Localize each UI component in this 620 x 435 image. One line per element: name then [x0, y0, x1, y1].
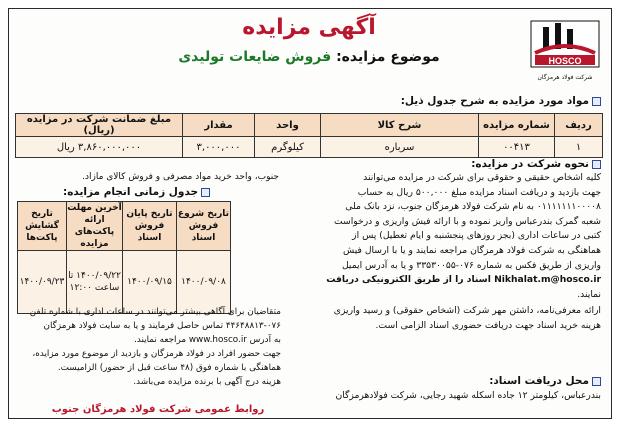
bullet-square-icon — [592, 160, 601, 169]
cell-row-no: ۱ — [555, 137, 603, 158]
bullet-square-icon — [592, 97, 601, 106]
bullet-square-icon — [592, 377, 601, 386]
subject-label: موضوع مزایده: — [336, 49, 440, 65]
col-unit: واحد — [255, 114, 321, 137]
email-line: Nikhalat.m@hosco.ir اسناد را از طریق الکترونیکی دریافت — [326, 274, 601, 286]
schedule-heading: جدول زمانی انجام مزایده: — [63, 186, 210, 198]
phone-line: ۴۴۶۴۸۸۱۳-۰۷۶ تماس حاصل فرمایند و یا به سایت فولاد هرمزگان — [43, 321, 281, 331]
delivery-heading: محل دریافت اسناد: — [489, 375, 601, 387]
schedule-header-row — [18, 202, 231, 251]
col-row-no: ردیف — [555, 114, 603, 137]
text-line: ارائه معرفی‌نامه، داشتن مهر شرکت (اشخاص حقوقی) و رسید واریزی — [333, 305, 601, 317]
text-line: هزینه درج آگهی با برنده مزایده می‌باشد. — [133, 377, 281, 387]
bullet-square-icon — [201, 188, 210, 197]
cell-deadline: ۱۴۰۰/۰۹/۲۲ تا ساعت ۱۲:۰۰ — [67, 251, 123, 314]
text-line: کتبی در ساعات اداری (بجز روزهای پنجشنبه و ایام تعطیل) پس از — [352, 230, 601, 242]
text-line: جهت حضور افراد در فولاد هرمزگان و بازدید از موضوع مورد مزایده، — [32, 349, 281, 359]
col-sale-end: تاریخ پایان فروش اسناد — [123, 202, 177, 251]
subject-value: فروش ضایعات تولیدی — [178, 49, 332, 65]
schedule-table — [17, 201, 231, 314]
text-line: ۰۱۱۱۱۱۱۱۰۰۰۰۸ به نام شرکت فولاد هرمزگان جنوب، نزد بانک ملی — [345, 201, 601, 213]
text-line: هماهنگی با شماره فوق (۴۸ ساعت قبل از حضور) الزامیست. — [57, 363, 281, 373]
participation-text — [271, 171, 601, 334]
cell-quantity: ۳,۰۰۰,۰۰۰ — [183, 137, 255, 158]
text-line: هزینه خرید اسناد جهت دریافت حضوری اسناد الزامی است. — [375, 319, 601, 331]
items-heading: مواد مورد مزایده به شرح جدول ذیل: — [401, 95, 601, 107]
logo-text: HOSCO — [548, 56, 582, 66]
items-header-row — [16, 114, 603, 137]
col-description: شرح کالا — [321, 114, 479, 137]
unit-note: جنوب، واحد خرید مواد مصرفی و فروش کالای مازاد. — [82, 172, 279, 182]
delivery-address: بندرعباس، کیلومتر ۱۲ جاده اسکله شهید رجایی، شرکت فولادهرمزگان — [335, 390, 601, 401]
col-sale-start: تاریخ شروع فروش اسناد — [177, 202, 231, 251]
website-line: به آدرس www.hosco.ir مراجعه نمایند. — [134, 335, 281, 345]
col-auction-no: شماره مزایده — [479, 114, 555, 137]
text-line: نمایند. — [577, 288, 601, 300]
table-row — [16, 137, 603, 158]
cell-sale-end: ۱۴۰۰/۰۹/۱۵ — [123, 251, 177, 314]
text-line: جهت بازدید و دریافت اسناد مزایده مبلغ ۵۰۰,۰۰۰ ریال به حساب — [357, 186, 601, 198]
cell-sale-start: ۱۴۰۰/۰۹/۰۸ — [177, 251, 231, 314]
col-quantity: مقدار — [183, 114, 255, 137]
logo-caption: شرکت فولاد هرمزگان — [537, 74, 593, 81]
contact-text — [19, 305, 281, 389]
cell-opening: ۱۴۰۰/۰۹/۲۳ — [18, 251, 67, 314]
col-deadline: آخرین مهلت ارائه پاکت‌های مزایده — [67, 203, 122, 249]
col-guarantee: مبلغ ضمانت شرکت در مزایده (ریال) — [16, 114, 183, 137]
text-line: متقاضیان برای آگاهی بیشتر می‌توانند در ساعات اداری با شماره تلفن — [29, 307, 281, 317]
cell-auction-no: ۰۰۴۱۳ — [479, 137, 555, 158]
auction-notice — [8, 8, 612, 419]
hosco-logo — [529, 19, 601, 85]
notice-title: آگهی مزایده — [242, 15, 376, 40]
cell-guarantee: ۳,۸۶۰,۰۰۰,۰۰۰ ریال — [16, 137, 183, 158]
text-line: هماهنگی به شرکت فولاد هرمزگان مراجعه نمایند و یا با ارسال فیش — [343, 244, 601, 256]
text-line: شعبه گمرک بندرعباس واریز نموده و با ارائه فیش واریزی و درخواست — [334, 215, 601, 227]
cell-unit: کیلوگرم — [255, 137, 321, 158]
participation-heading: نحوه شرکت در مزایده: — [471, 158, 601, 170]
cell-description: سرباره — [321, 137, 479, 158]
notice-subject — [159, 49, 459, 65]
text-line: واریزی از طریق فکس به شماره ۰۷۶-۳۳۵۳۰۰۵۵ و یا به آدرس ایمیل — [341, 259, 601, 271]
footer-publisher: روابط عمومی شرکت فولاد هرمزگان جنوب — [51, 404, 265, 415]
items-table — [15, 113, 603, 158]
text-line: کلیه اشخاص حقیقی و حقوقی برای شرکت در مزایده می‌توانند — [363, 172, 601, 183]
col-opening: تاریخ گشایش پاکت‌ها — [18, 202, 67, 251]
